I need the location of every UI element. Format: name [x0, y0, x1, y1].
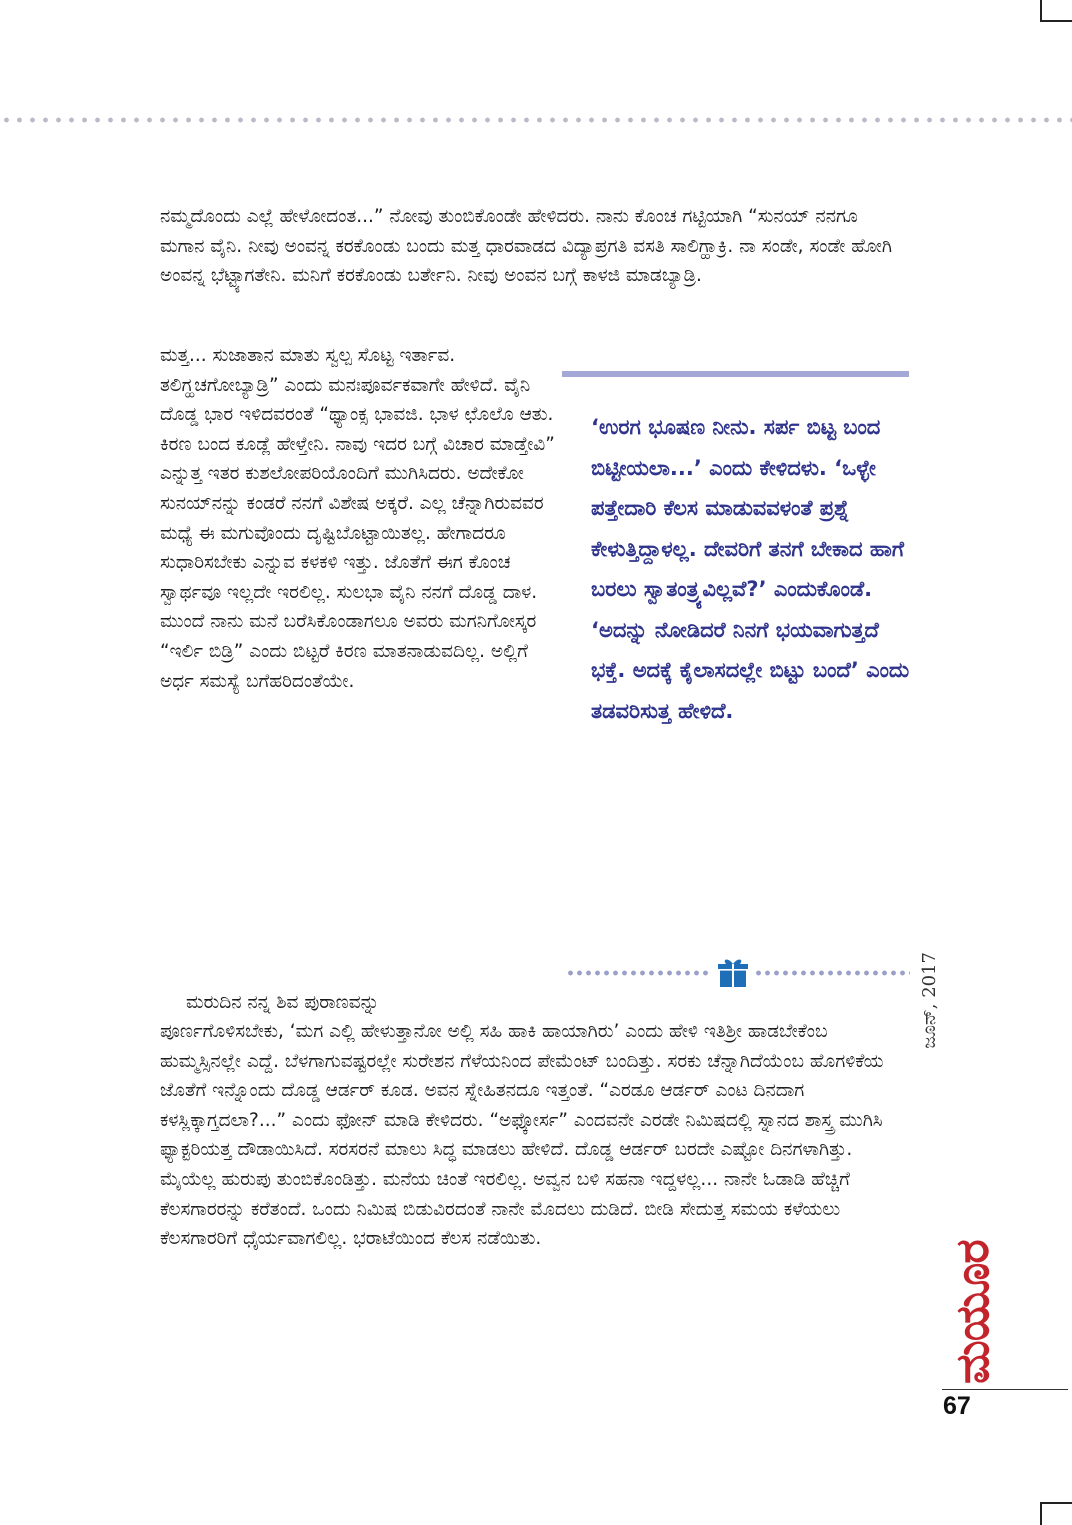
body-paragraph-3: ಪೂರ್ಣಗೊಳಿಸಬೇಕು, ‘ಮಗ ಎಲ್ಲಿ ಹೇಳುತ್ತಾನೋ ಅಲ್ಲಿ ಸಹಿ ಹಾಕಿ ಹಾಯಾಗಿರು’ ಎಂದು ಹೇಳಿ ಇತಿಶ್ರೀ ಹಾಡಬೇಕೆಂಬ ಹುಮ್ಮಸ್ಸಿನಲ್ಲೇ ಎದ್ದೆ. ಬೆಳಗಾಗುವಷ್ಟರಲ್ಲೇ ಸುರೇಶನ ಗೆಳೆಯನಿಂದ ಪೇಮೆಂಟ್ ಬಂದಿತ್ತು. ಸರಕು ಚೆನ್ನಾಗಿದೆಯೆಂಬ ಹೊಗಳಿಕೆಯ ಜೊತೆಗೆ ಇನ್ನೊಂದು ದೊಡ್ಡ ಆರ್ಡರ್ ಕೂಡ. ಅವನ ಸ್ನೇಹಿತನದೂ ಇತ್ತಂತೆ. “ಎರಡೂ ಆರ್ಡರ್ ಎಂಟ ದಿನದಾಗ ಕಳಸ್ಲಿಕ್ಕಾಗ್ತದಲಾ?...” ಎಂದು ಫೋನ್ ಮಾಡಿ ಕೇಳಿದರು. “ಅಫ್ಕೋರ್ಸ” ಎಂದವನೇ ಎರಡೇ ನಿಮಿಷದಲ್ಲಿ ಸ್ನಾನದ ಶಾಸ್ತ್ರ ಮುಗಿಸಿ ಫ್ಯಾಕ್ಟರಿಯತ್ತ ದೌಡಾಯಿಸಿದೆ. ಸರಸರನೆ ಮಾಲು ಸಿದ್ಧ ಮಾಡಲು ಹೇಳಿದೆ. ದೊಡ್ಡ ಆರ್ಡರ್ ಬರದೇ ಎಷ್ಟೋ ದಿನಗಳಾಗಿತ್ತು. ಮೈಯೆಲ್ಲ ಹುರುಪು ತುಂಬಿಕೊಂಡಿತ್ತು. ಮನೆಯ ಚಿಂತೆ ಇರಲಿಲ್ಲ. ಅವ್ವನ ಬಳಿ ಸಹನಾ ಇದ್ದಳಲ್ಲ... ನಾನೇ ಓಡಾಡಿ ಹೆಚ್ಚಿಗೆ ಕೆಲಸಗಾರರನ್ನು ಕರೆತಂದೆ. ಒಂದು ನಿಮಿಷ ಬಿಡುವಿರದಂತೆ ನಾನೇ ಮೊದಲು ದುಡಿದೆ. ಬೀಡಿ ಸೇದುತ್ತ ಸಮಯ ಕಳೆಯಲು ಕೆಲಸಗಾರರಿಗೆ ಧೈರ್ಯವಾಗಲಿಲ್ಲ. ಭರಾಟೆಯಿಂದ ಕೆಲಸ ನಡೆಯಿತು. — [160, 1021, 884, 1250]
crop-mark-bottom-right — [1040, 1502, 1072, 1504]
pull-quote-divider-left — [566, 969, 712, 977]
pull-quote: ‘ಉರಗ ಭೂಷಣ ನೀನು. ಸರ್ಪ ಬಿಟ್ಟ ಬಂದ ಬಿಟ್ಟೀಯಲಾ...’ ಎಂದು ಕೇಳಿದಳು. ‘ಒಳ್ಳೇ ಪತ್ತೇದಾರಿ ಕೆಲಸ ಮಾಡುವವಳಂತೆ ಪ್ರಶ್ನೆ ಕೇಳುತ್ತಿದ್ದಾಳಲ್ಲ. ದೇವರಿಗೆ ತನಗೆ ಬೇಕಾದ ಹಾಗೆ ಬರಲು ಸ್ವಾತಂತ್ರ್ಯವಿಲ್ಲವೆ?’ ಎಂದುಕೊಂಡೆ. ‘ಅದನ್ನು ನೋಡಿದರೆ ನಿನಗೆ ಭಯವಾಗುತ್ತದೆ ಭಕ್ತೆ. ಅದಕ್ಕೆ ಕೈಲಾಸದಲ್ಲೇ ಬಿಟ್ಟು ಬಂದೆ’ ಎಂದು ತಡವರಿಸುತ್ತ ಹೇಳಿದೆ. — [591, 415, 910, 723]
body-paragraph-1: ನಮ್ಮದೊಂದು ಎಲ್ಲೆ ಹೇಳೋದಂತ...” ನೋವು ತುಂಬಿಕೊಂಡೇ ಹೇಳಿದರು. ನಾನು ಕೊಂಚ ಗಟ್ಟಿಯಾಗಿ “ಸುನಯ್ ನನಗೂ ಮಗಾನ ವೈನಿ. ನೀವು ಅಂವನ್ನ ಕರಕೊಂಡು ಬಂದು ಮತ್ತ ಧಾರವಾಡದ ವಿದ್ಯಾಪ್ರಗತಿ ವಸತಿ ಸಾಲಿಗ್ಹಾಕ್ರಿ. ನಾ ಸಂಡೇ, ಸಂಡೇ ಹೋಗಿ ಅಂವನ್ನ ಭೆಟ್ಟ್ಯಾಗತೇನಿ. ಮನಿಗೆ ಕರಕೊಂಡು ಬರ್ತೇನಿ. ನೀವು ಅಂವನ ಬಗ್ಗೆ ಕಾಳಜಿ ಮಾಡಬ್ಯಾಡ್ರಿ. — [160, 206, 893, 287]
issue-date: ಜೂನ್, 2017 — [919, 952, 940, 1049]
gift-box-icon — [717, 956, 749, 988]
crop-mark-top-right — [1040, 20, 1072, 22]
pull-quote-top-rule — [562, 371, 909, 377]
crop-mark-bottom-right — [1040, 1502, 1042, 1525]
magazine-logo: ಮಯೂರ — [945, 1240, 999, 1384]
body-paragraph-3-first-line: ಮರುದಿನ ನನ್ನ ಶಿವ ಪುರಾಣವನ್ನು — [186, 992, 380, 1013]
body-paragraph-2: ಮತ್ತ... ಸುಜಾತಾನ ಮಾತು ಸ್ವಲ್ಪ ಸೊಟ್ಟ ಇರ್ತಾವ. ತಲಿಗ್ಹಚಗೋಬ್ಯಾಡ್ರಿ” ಎಂದು ಮನಃಪೂರ್ವಕವಾಗೇ ಹೇಳಿದೆ. ವೈನಿ ದೊಡ್ಡ ಭಾರ ಇಳಿದವರಂತೆ “ಥ್ಯಾಂಕ್ಸ ಭಾವಜಿ. ಭಾಳ ಛೊಲೊ ಆತು. ಕಿರಣ ಬಂದ ಕೂಡ್ಲೆ ಹೇಳ್ತೇನಿ. ನಾವು ಇದರ ಬಗ್ಗೆ ವಿಚಾರ ಮಾಡ್ತೇವಿ” ಎನ್ನುತ್ತ ಇತರ ಕುಶಲೋಪರಿಯೊಂದಿಗೆ ಮುಗಿಸಿದರು. ಅದೇಕೋ ಸುನಯ್‌ನನ್ನು ಕಂಡರೆ ನನಗೆ ವಿಶೇಷ ಅಕ್ಕರೆ. ಎಲ್ಲ ಚೆನ್ನಾಗಿರುವವರ ಮಧ್ಯೆ ಈ ಮಗುವೊಂದು ದೃಷ್ಟಿಬೊಟ್ಟಾಯಿತಲ್ಲ. ಹೇಗಾದರೂ ಸುಧಾರಿಸಬೇಕು ಎನ್ನುವ ಕಳಕಳಿ ಇತ್ತು. ಜೊತೆಗೆ ಈಗ ಕೊಂಚ ಸ್ವಾರ್ಥವೂ ಇಲ್ಲದೇ ಇರಲಿಲ್ಲ. ಸುಲಭಾ ವೈನಿ ನನಗೆ ದೊಡ್ಡ ದಾಳ. ಮುಂದೆ ನಾನು ಮನೆ ಬರೆಸಿಕೊಂಡಾಗಲೂ ಅವರು ಮಗನಿಗೋಸ್ಕರ “ಇರ್ಲಿ ಬಿಡ್ರಿ” ಎಂದು ಬಿಟ್ಟರೆ ಕಿರಣ ಮಾತನಾಡುವದಿಲ್ಲ. ಅಲ್ಲಿಗೆ ಅರ್ಧ ಸಮಸ್ಯೆ ಬಗೆಹರಿದಂತೆಯೇ. — [160, 345, 555, 692]
page-number: 67 — [943, 1392, 971, 1420]
pull-quote-divider-right — [754, 969, 910, 977]
folio-rule — [942, 1389, 1068, 1390]
crop-mark-top-right — [1040, 0, 1042, 21]
header-dotted-rule — [0, 117, 1072, 123]
